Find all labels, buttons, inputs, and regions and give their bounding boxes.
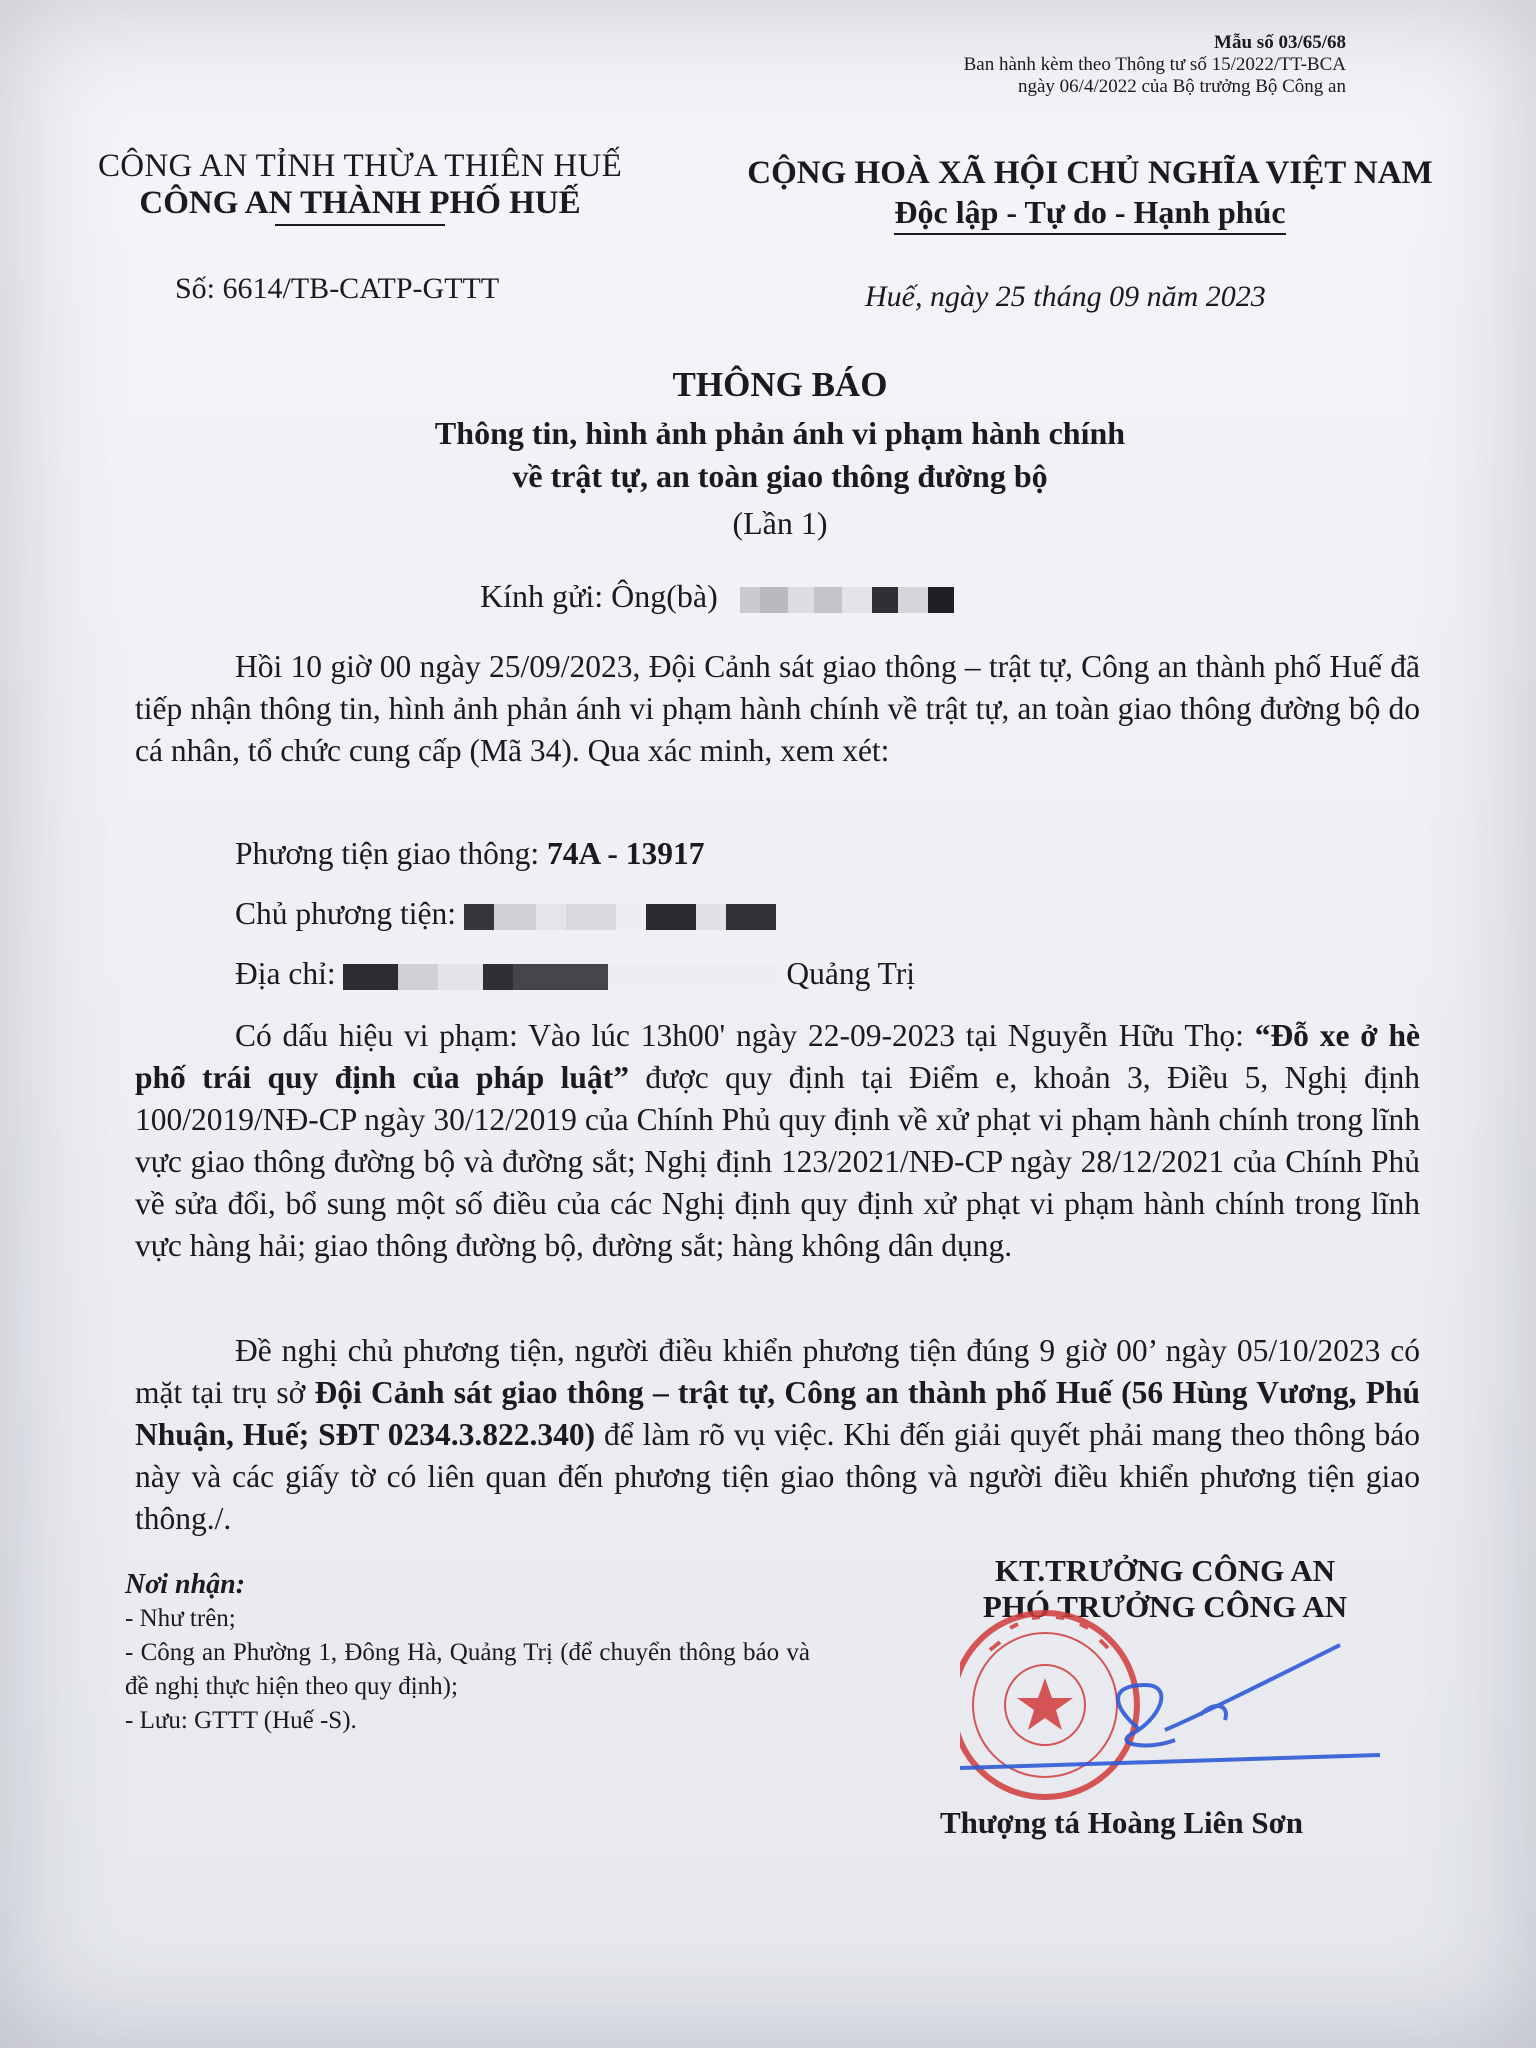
- signer-name: Thượng tá Hoàng Liên Sơn: [940, 1805, 1304, 1840]
- title-block: [250, 365, 1310, 542]
- document-number: Số: 6614/TB-CATP-GTTT: [175, 272, 500, 305]
- national-motto: Độc lập - Tự do - Hạnh phúc: [894, 194, 1285, 235]
- place-date: Huế, ngày 25 tháng 09 năm 2023: [865, 280, 1266, 313]
- intro-paragraph: Hồi 10 giờ 00 ngày 25/09/2023, Đội Cảnh sát giao thông – trật tự, Công an thành phố Huế đã tiếp nhận thông tin, hình ảnh phản ánh vi phạm hành chính về trật tự, an toàn giao thông đường bộ do cá nhân, tổ chức cung cấp (Mã 34). Qua xác minh, xem xét:: [135, 649, 1420, 768]
- owner-label: Chủ phương tiện:: [235, 896, 456, 931]
- signature-title-2: PHÓ TRƯỞNG CÔNG AN: [982, 1589, 1348, 1624]
- document-subtitle-2: về trật tự, an toàn giao thông đường bộ: [512, 458, 1048, 494]
- recipient-label: Kính gửi: Ông(bà): [480, 578, 718, 614]
- violation-offense: “Đỗ xe ở hè phố trái quy định của pháp luật”: [135, 1018, 1421, 1095]
- agency-name: CÔNG AN THÀNH PHỐ HUẾ: [139, 185, 581, 221]
- address-line: [235, 956, 915, 992]
- owner-line: [235, 896, 776, 932]
- owner-name-redacted: [464, 896, 776, 931]
- request-paragraph: [135, 1330, 1420, 1540]
- form-number-note: [786, 32, 1346, 98]
- form-issued-date: ngày 06/4/2022 của Bộ trưởng Bộ Công an: [1017, 76, 1346, 97]
- signature-title-1: KT.TRƯỞNG CÔNG AN: [994, 1553, 1336, 1588]
- official-stamp-and-signature: [960, 1590, 1420, 1820]
- violation-legal-basis: được quy định tại Điểm e, khoản 3, Điều 5, Nghị định 100/2019/NĐ-CP ngày 30/12/2019 của Chính Phủ quy định về xử phạt vi phạm hành chính trong lĩnh vực giao thông đường bộ và đường sắt; Nghị định 123/2021/NĐ-CP ngày 28/12/2021 của Chính Phủ về sửa đổi, bổ sung một số điều của các Nghị định quy định xử phạt vi phạm hành chính trong lĩnh vực hàng hải; giao thông đường bộ, đường sắt; hàng không dân dụng.: [135, 1060, 1420, 1263]
- agency-parent: CÔNG AN TỈNH THỪA THIÊN HUẾ: [97, 148, 623, 184]
- form-number: Mẫu số 03/65/68: [1214, 32, 1346, 53]
- vehicle-line: [235, 836, 704, 872]
- request-rest: để làm rõ vụ việc. Khi đến giải quyết phải mang theo thông báo này và các giấy tờ có liên quan đến phương tiện giao thông và người điều khiển phương tiện giao thông./.: [135, 1417, 1420, 1536]
- request-office: Đội Cảnh sát giao thông – trật tự, Công an thành phố Huế (56 Hùng Vương, Phú Nhuận, Huế; SĐT 0234.3.822.340): [135, 1375, 1420, 1452]
- request-lead: Đề nghị chủ phương tiện, người điều khiển phương tiện đúng 9 giờ 00’ ngày 05/10/2023 có mặt tại trụ sở: [135, 1333, 1420, 1410]
- form-issued-with: Ban hành kèm theo Thông tư số 15/2022/TT-BCA: [963, 54, 1346, 75]
- address-label: Địa chỉ:: [235, 956, 336, 991]
- recipient-item: - Như trên;: [125, 1605, 236, 1632]
- recipients-heading: Nơi nhận:: [125, 1569, 246, 1600]
- address-redacted: [343, 956, 786, 991]
- document-title: THÔNG BÁO: [672, 365, 888, 404]
- violation-paragraph: [135, 1015, 1420, 1267]
- vehicle-plate: 74A - 13917: [546, 836, 705, 871]
- violation-lead: Có dấu hiệu vi phạm: Vào lúc 13h00' ngày 22-09-2023 tại Nguyễn Hữu Thọ:: [235, 1018, 1244, 1053]
- recipient-item: - Lưu: GTTT (Huế -S).: [125, 1707, 357, 1734]
- address-province: Quảng Trị: [786, 956, 916, 991]
- recipient-name-redacted: [740, 578, 954, 614]
- agency-underline: [275, 224, 445, 226]
- notice-sequence: (Lần 1): [732, 505, 828, 541]
- document-subtitle-1: Thông tin, hình ảnh phản ánh vi phạm hành chính: [434, 415, 1126, 451]
- nation-name: CỘNG HOÀ XÃ HỘI CHỦ NGHĨA VIỆT NAM: [747, 155, 1433, 191]
- vehicle-label: Phương tiện giao thông:: [235, 836, 540, 871]
- recipient-item: - Công an Phường 1, Đông Hà, Quảng Trị (để chuyển thông báo và đề nghị thực hiện theo quy định);: [125, 1639, 810, 1700]
- red-seal: [960, 1613, 1137, 1797]
- signature-strokes: [960, 1645, 1380, 1768]
- agency-header: [60, 148, 660, 226]
- recipient-line: [480, 578, 954, 615]
- nation-header: [710, 155, 1470, 235]
- recipients-block: [125, 1568, 810, 1738]
